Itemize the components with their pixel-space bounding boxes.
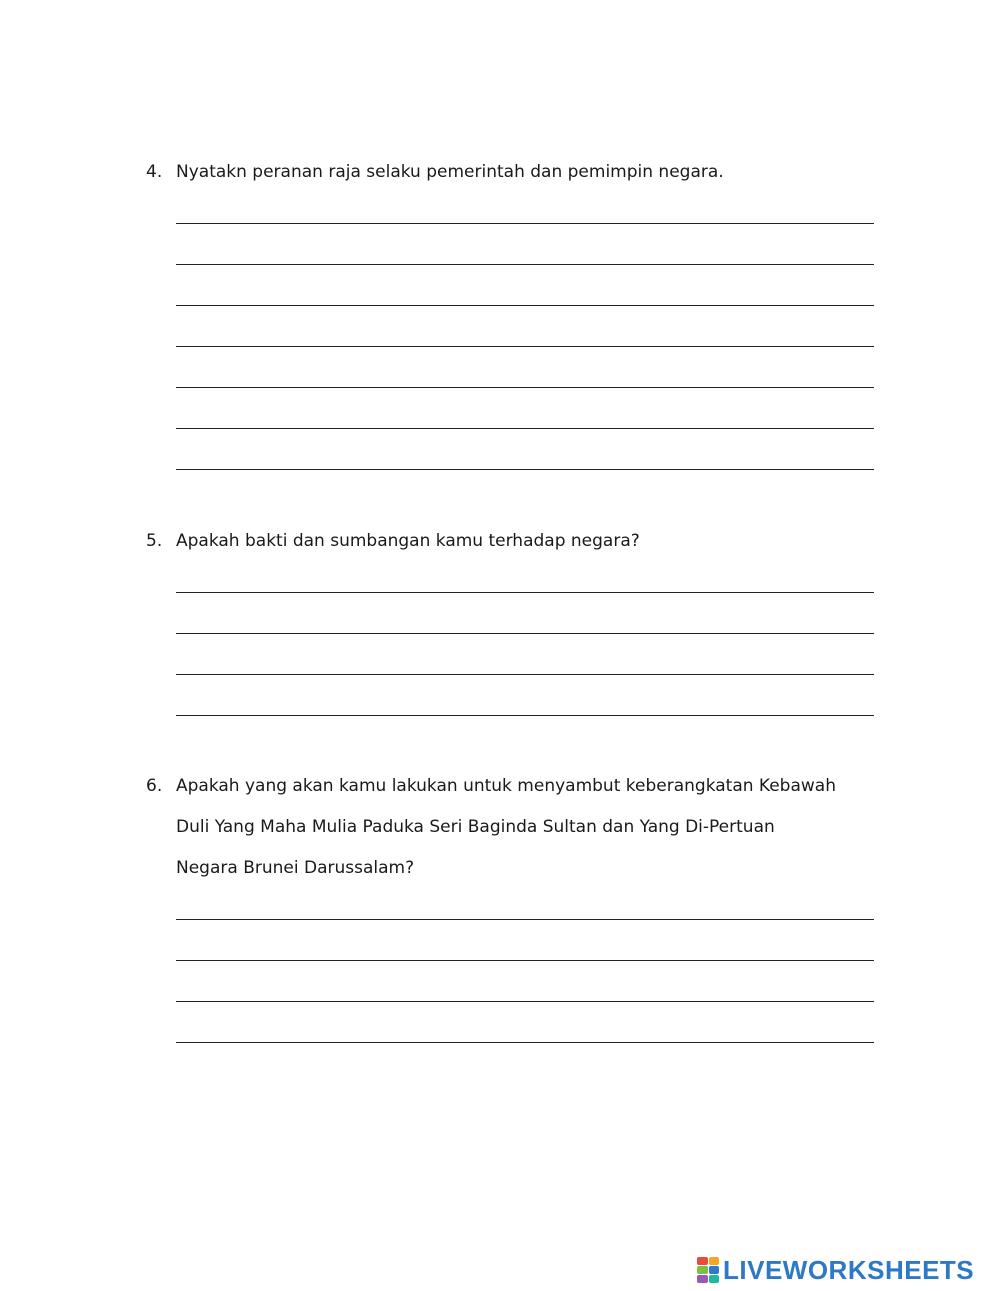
answer-line[interactable] [176, 552, 874, 593]
brand-label: LIVEWORKSHEETS [723, 1254, 975, 1285]
answer-line[interactable] [176, 1002, 874, 1043]
answer-line[interactable] [176, 265, 874, 306]
question-6-text-line-3: Negara Brunei Darussalam? [176, 858, 415, 878]
answer-line[interactable] [176, 920, 874, 961]
answer-line[interactable] [176, 634, 874, 675]
question-4-text: Nyatakn peranan raja selaku pemerintah dan pemimpin negara. [176, 162, 724, 182]
logo-block [697, 1266, 708, 1274]
answer-line[interactable] [176, 388, 874, 429]
question-6-line [146, 807, 906, 848]
answer-line[interactable] [176, 593, 874, 634]
liveworksheets-logo-icon [697, 1257, 719, 1283]
liveworksheets-brand [697, 1255, 974, 1285]
logo-block [709, 1257, 720, 1265]
answer-line[interactable] [176, 224, 874, 265]
question-5-text: Apakah bakti dan sumbangan kamu terhadap negara? [176, 531, 640, 551]
question-4-answer-area [176, 183, 874, 470]
logo-block [709, 1266, 720, 1274]
logo-block [697, 1275, 708, 1283]
answer-line[interactable] [176, 306, 874, 347]
question-6-line [146, 766, 906, 807]
question-6-text-line-2: Duli Yang Maha Mulia Paduka Seri Baginda Sultan dan Yang Di-Pertuan [176, 817, 775, 837]
answer-line[interactable] [176, 183, 874, 224]
answer-line[interactable] [176, 675, 874, 716]
answer-line[interactable] [176, 429, 874, 470]
question-6-text-line-1: Apakah yang akan kamu lakukan untuk menyambut keberangkatan Kebawah [176, 776, 836, 796]
logo-block [697, 1257, 708, 1265]
question-6-answer-area [176, 879, 874, 1043]
answer-line[interactable] [176, 879, 874, 920]
question-5-number: 5. [146, 531, 163, 551]
question-4-number: 4. [146, 162, 163, 182]
answer-line[interactable] [176, 347, 874, 388]
answer-line[interactable] [176, 961, 874, 1002]
question-6 [146, 766, 906, 889]
logo-block [709, 1275, 720, 1283]
question-5-answer-area [176, 552, 874, 716]
question-6-number: 6. [146, 776, 163, 796]
